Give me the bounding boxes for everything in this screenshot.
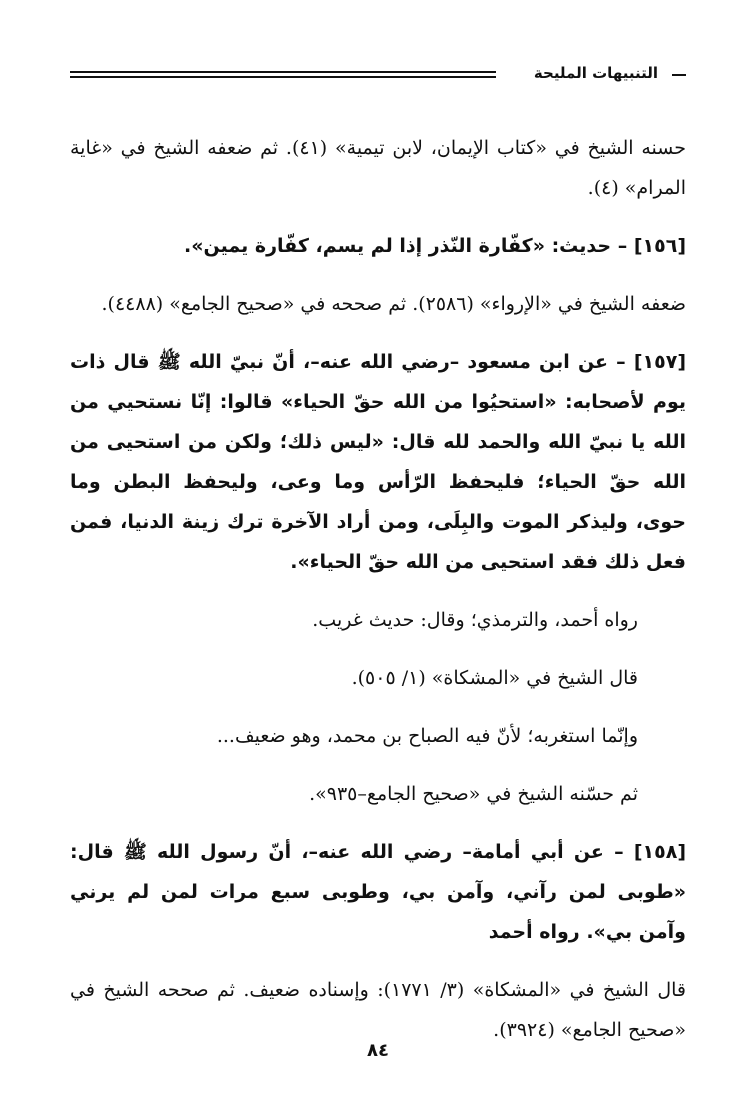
- header-rule: [70, 71, 496, 73]
- header-rule-second: [70, 76, 496, 78]
- page-header: [70, 62, 686, 88]
- header-title: التنبيهات المليحة: [528, 62, 664, 84]
- hadith-entry-156: [١٥٦] – حديث: «كفّارة النّذر إذا لم يسم، كفّارة يمين».: [184, 235, 686, 257]
- paragraph-indented: قال الشيخ في «المشكاة» (١/ ٥٠٥).: [351, 667, 638, 689]
- paragraph-indented: وإنّما استغربه؛ لأنّ فيه الصباح بن محمد، وهو ضعيف...: [216, 725, 638, 747]
- page-body: [70, 128, 686, 1068]
- paragraph: ضعفه الشيخ في «الإرواء» (٢٥٨٦). ثم صححه في «صحيح الجامع» (٤٤٨٨).: [101, 293, 686, 315]
- paragraph-indented: رواه أحمد، والترمذي؛ وقال: حديث غريب.: [312, 609, 638, 631]
- paragraph: حسنه الشيخ في «كتاب الإيمان، لابن تيمية» (٤١). ثم ضعفه الشيخ في «غاية المرام» (٤).: [70, 137, 686, 199]
- hadith-entry-158: [١٥٨] – عن أبي أمامة– رضي الله عنه–، أنّ رسول الله ﷺ قال: «طوبى لمن رآني، وآمن بي، وطوبى سبع مرات لمن لم يرني وآمن بي». رواه أحمد: [70, 841, 686, 943]
- paragraph: قال الشيخ في «المشكاة» (٣/ ١٧٧١): وإسناده ضعيف. ثم صححه الشيخ في «صحيح الجامع» (٣٩٢٤).: [70, 979, 686, 1041]
- paragraph-indented: ثم حسّنه الشيخ في «صحيح الجامع–٩٣٥».: [309, 783, 638, 805]
- hadith-entry-157: [١٥٧] – عن ابن مسعود –رضي الله عنه–، أنّ نبيّ الله ﷺ قال ذات يوم لأصحابه: «استحيُوا من الله حقّ الحياء» قالوا: إنّا نستحيي من الله يا نبيّ الله والحمد لله قال: «ليس ذلك؛ ولكن من استحيى من الله حقّ الحياء؛ فليحفظ الرّأس وما وعى، وليحفظ البطن وما حوى، وليذكر الموت والبِلَى، ومن أراد الآخرة ترك زينة الدنيا، فمن فعل ذلك فقد استحيى من الله حقّ الحياء».: [70, 351, 686, 573]
- header-dash: [672, 74, 686, 76]
- page-number: ٨٤: [367, 1040, 389, 1061]
